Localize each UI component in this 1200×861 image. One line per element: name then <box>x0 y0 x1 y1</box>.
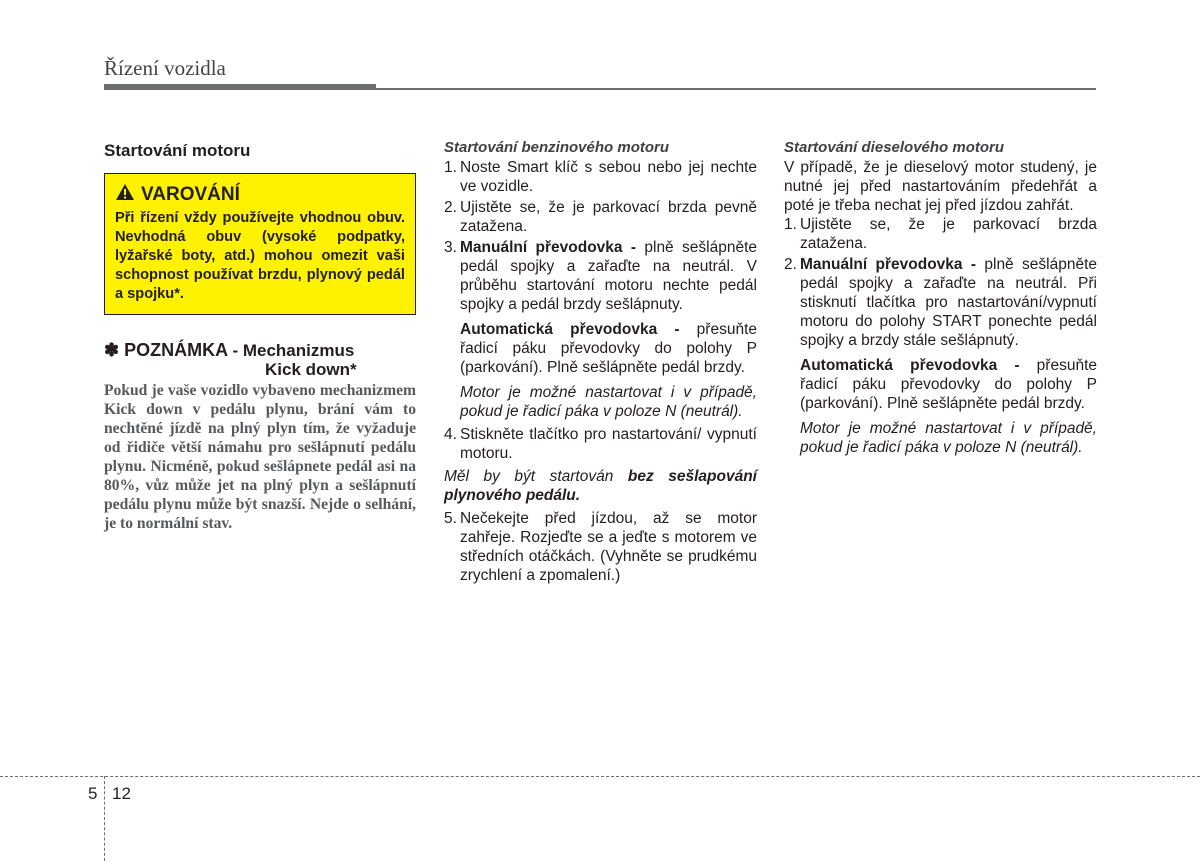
list-item <box>784 215 1097 253</box>
header-rule-thick <box>104 84 376 90</box>
page-header-title: Řízení vozidla <box>104 56 226 80</box>
list-text: Noste Smart klíč s sebou nebo jej nechte ve vozidle. <box>460 159 757 195</box>
list-item <box>444 238 757 314</box>
list-text: Nečekejte před jízdou, až se motor zahřeje. Rozjeďte se a jeďte s motorem ve středních otáčkách. (Vyhněte se prudkému zrychlení a zpomalení.) <box>460 510 757 584</box>
list-number: 2. <box>784 256 797 273</box>
note-header <box>104 341 416 379</box>
warning-text: Při řízení vždy používejte vhodnou obuv. Nevhodná obuv (vysoké podpatky, lyžařské boty, atd.) mohou omezit vaši schopnost používat brzdu, plynový pedál a spojku*. <box>115 210 405 302</box>
note-subtitle-2: Kick down* <box>265 360 357 379</box>
diesel-intro: V případě, že je dieselový motor studený, je nutné jej před nastartováním předehřát a poté je třeba nechat jej před jízdou zahřát. <box>784 159 1097 214</box>
list-number: 1. <box>444 159 457 176</box>
list-text: Ujistěte se, že je parkovací brzda pevně zatažena. <box>460 199 757 235</box>
note-star-icon: ✽ <box>104 340 120 360</box>
automatic-gearbox-label: Automatická převodovka - <box>460 321 680 338</box>
footer-dashed-rule <box>0 776 1200 777</box>
list-item <box>444 509 757 585</box>
automatic-gearbox-paragraph <box>444 320 757 377</box>
automatic-gearbox-label: Automatická převodovka - <box>800 357 1020 374</box>
manual-gearbox-text: plně sešlápněte pedál spojky a zařaďte na neutrál. Při stisknutí tlačítka pro nastartování/vypnutí motoru do polohy START ponechte pedál spojky a brzdy stále sešlápnutý. <box>800 256 1097 349</box>
list-number: 4. <box>444 426 457 443</box>
list-item <box>444 198 757 236</box>
throttle-note-italic: Měl by být startován <box>444 468 628 485</box>
neutral-note: Motor je možné nastartovat i v případě, pokud je řadicí páka v poloze N (neutrál). <box>460 384 757 420</box>
list-item <box>784 255 1097 350</box>
column-right <box>784 138 1097 457</box>
list-number: 1. <box>784 216 797 233</box>
warning-box <box>104 173 416 315</box>
automatic-gearbox-text: přesuňte řadicí páku převodovky do polohy P (parkování). Plně sešlápněte pedál brzdy. <box>800 357 1097 412</box>
section-title: Startování motoru <box>104 141 251 160</box>
throttle-note-bold: bez sešlapování plynového pedálu. <box>444 468 757 504</box>
petrol-start-title: Startování benzinového motoru <box>444 139 670 156</box>
manual-gearbox-label: Manuální převodovka - <box>460 239 637 256</box>
list-number: 5. <box>444 510 457 527</box>
warning-header <box>115 183 405 205</box>
note-body: Pokud je vaše vozidlo vybaveno mechanizmem Kick down v pedálu plynu, brání vám to nechtěné jízdě na plný plyn tím, že vyžaduje od řidiče větší námahu pro sešlápnutí pedálu plynu. Nicméně, pokud sešlápnete pedál asi na 80%, vůz může jet na plný plyn a sešlápnutí pedálu plynu může být snazší. Nejde o selhání, je to normální stav. <box>104 382 416 532</box>
throttle-note <box>444 467 757 505</box>
manual-gearbox-label: Manuální převodovka - <box>800 256 977 273</box>
neutral-note: Motor je možné nastartovat i v případě, pokud je řadicí páka v poloze N (neutrál). <box>800 420 1097 456</box>
page-number: 12 <box>112 784 131 803</box>
warning-triangle-icon <box>115 183 135 205</box>
note-subtitle-1: - Mechanizmus <box>232 341 355 360</box>
list-item <box>444 425 757 463</box>
manual-gearbox-text: plně sešlápněte pedál spojky a zařaďte na neutrál. V průběhu startování motoru nechte pedál spojky a pedál brzdy sešlápnuty. <box>460 239 757 313</box>
list-number: 3. <box>444 239 457 256</box>
column-left <box>104 138 416 533</box>
list-number: 2. <box>444 199 457 216</box>
list-text: Ujistěte se, že je parkovací brzda zatažena. <box>800 216 1097 252</box>
list-text: Stiskněte tlačítko pro nastartování/ vypnutí motoru. <box>460 426 757 462</box>
column-middle <box>444 138 757 587</box>
chapter-number: 5 <box>88 784 98 803</box>
list-item <box>444 158 757 196</box>
diesel-start-title: Startování dieselového motoru <box>784 139 1005 156</box>
footer-vertical-rule <box>104 776 105 861</box>
header-rule-thin <box>376 88 1096 90</box>
list-text-block <box>460 238 757 314</box>
warning-title: VAROVÁNÍ <box>141 183 240 205</box>
note-label: POZNÁMKA <box>124 340 228 360</box>
automatic-gearbox-text: přesuňte řadicí páku převodovky do polohy P (parkování). Plně sešlápněte pedál brzdy. <box>460 321 757 376</box>
automatic-gearbox-paragraph <box>784 356 1097 413</box>
list-text-block <box>800 255 1097 350</box>
